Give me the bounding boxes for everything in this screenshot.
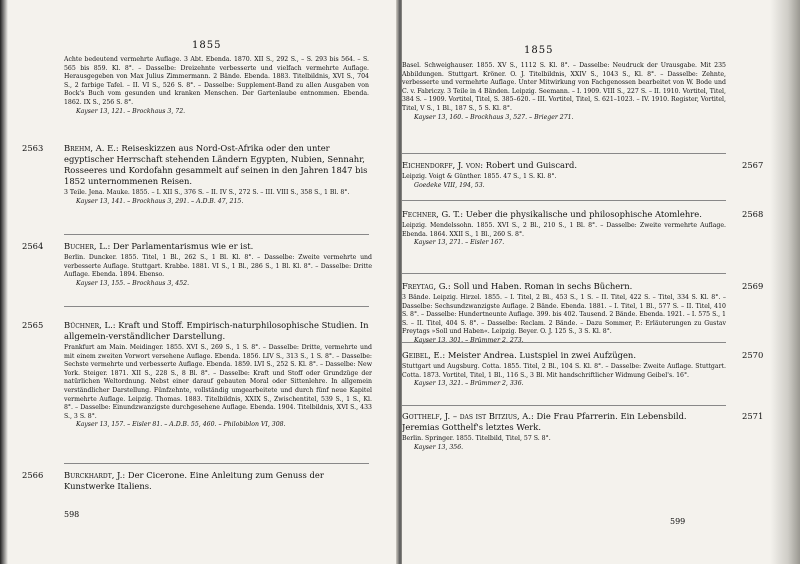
entry-2563 — [22, 143, 372, 206]
entry-number: 2569 — [742, 281, 764, 291]
entry-title: Der Cicerone. Eine Anleitung zum Genuss der Kunstwerke Italiens. — [64, 470, 324, 491]
entry-2565 — [22, 320, 372, 430]
entry-author: Geibel, E.: — [402, 350, 446, 360]
divider — [402, 200, 726, 201]
divider — [64, 234, 369, 235]
entry-author: Burckhardt, J.: — [64, 470, 126, 480]
entry-number: 2565 — [22, 320, 44, 330]
entry-number: 2563 — [22, 143, 44, 153]
entry-reference: Kayser 13, 141. – Brockhaus 3, 291. – A.D.B. 47, 215. — [76, 197, 244, 205]
entry-reference: Kayser 13, 271. – Eisler 167. — [414, 239, 505, 247]
entry-description: 3 Teile. Jena. Mauke. 1855. – I. XII S., 376 S. – II. IV S., 272 S. – III. VIII S., 358 S., 1 Bl. 8°. — [64, 189, 350, 196]
right-continuation-ref: Kayser 13, 160. – Brockhaus 3, 527. – Brieger 271. — [414, 113, 574, 121]
entry-reference: Kayser 13, 155. – Brockhaus 3, 452. — [76, 279, 190, 287]
entry-title: Reiseskizzen aus Nord-Ost-Afrika oder den unter egyptischer Herrschaft stehenden Ländern Egypten, Nubien, Sennahr, Rosseeres und Kordofahn gesammelt auf seinen in den Jahren 1847 bis 1852 unternommenen Reisen. — [64, 143, 368, 186]
divider — [402, 405, 726, 406]
divider — [64, 463, 369, 464]
entry-author: Eichendorff, J. von: — [402, 160, 484, 170]
entry-title: Meister Andrea. Lustspiel in zwei Aufzügen. — [447, 350, 636, 360]
entry-2567 — [402, 160, 772, 190]
right-continuation-text: Basel. Schweighauser. 1855. XV S., 1112 S. Kl. 8°. – Dasselbe: Neudruck der Urausgabe. Mit 235 Abbildungen. Stuttgart. Kröner. O. J. Titelbildnis, XXIV S., 1043 S., Kl. 8°. – Dasselbe: Zehnte, verbesserte und vermehrte Auflage. Unter Mitwirkung von Fachgenossen bearbeitet von W. Bode und C. v. Fabriczy. 3 Teile in 4 Bänden. Leipzig. Seemann. – I. 1909. VIII S., 227 S. – II. 1910. Vortitel, Titel, 384 S. – 1909. Vortitel, Titel, S. 385–620. – III. Vortitel, Titel, S. 621–1023. – IV. 1910. Register, Vortitel, Titel, V S., 1 Bl., 187 S., 5 S. Kl. 8°. — [402, 62, 726, 112]
entry-heading — [64, 241, 372, 252]
entry-description: Stuttgart und Augsburg. Cotta. 1855. Titel, 2 Bl., 104 S. Kl. 8°. – Dasselbe: Zweite Auflage. Stuttgart. Cotta. 1873. Vortitel, Titel, 1 Bl., 116 S., 3 Bl. Mit handschriftlicher Widmung Geibel's. 16°. — [402, 363, 726, 379]
entry-number: 2567 — [742, 160, 764, 170]
right-page — [402, 0, 800, 564]
entry-heading — [402, 160, 726, 171]
entry-title: Die Frau Pfarrerin. Ein Lebensbild. Jeremias Gotthelf's letztes Werk. — [402, 411, 687, 432]
entry-author: Freytag, G.: — [402, 281, 451, 291]
entry-number: 2564 — [22, 241, 44, 251]
entry-heading — [64, 470, 372, 492]
page-edge-left — [0, 0, 8, 564]
divider — [402, 153, 726, 154]
entry-2564 — [22, 241, 372, 288]
right-year-header: 1855 — [524, 45, 554, 56]
entry-author: Fechner, G. T.: — [402, 209, 464, 219]
left-page-number: 598 — [64, 510, 80, 519]
entry-2571 — [402, 411, 772, 452]
entry-author: Büchner, L.: — [64, 320, 116, 330]
entry-number: 2568 — [742, 209, 764, 219]
entry-reference: Kayser 13, 321. – Brümmer 2, 336. — [414, 380, 524, 388]
entry-title: Ueber die physikalische und philosophische Atomlehre. — [465, 209, 702, 219]
entry-2568 — [402, 209, 772, 248]
entry-heading — [64, 320, 372, 342]
entry-number: 2566 — [22, 470, 44, 480]
entry-description: Berlin. Duncker. 1855. Titel, 1 Bl., 262 S., 1 Bl. Kl. 8°. – Dasselbe: Zweite vermehrte und verbesserte Auflage. Stuttgart. Krabbe. 1881. VI S., 1 Bl., 286 S., 1 Bl. Kl. 8°. – Dasselbe: Dritte Auflage. Ebenda. 1894. Ebenso. — [64, 254, 372, 279]
left-continuation-ref: Kayser 13, 121. – Brockhaus 3, 72. — [76, 107, 186, 115]
entry-description: Leipzig. Voigt & Günther. 1855. 47 S., 1 S. Kl. 8°. — [402, 173, 557, 180]
entry-reference: Goedeke VIII, 194, 53. — [414, 181, 485, 189]
entry-number: 2570 — [742, 350, 764, 360]
entry-2566 — [22, 470, 372, 492]
left-continuation — [64, 56, 369, 116]
entry-description: 3 Bände. Leipzig. Hirzel. 1855. – I. Titel, 2 Bl., 453 S., 1 S. – II. Titel, 422 S. – Titel, 334 S. Kl. 8°. – Dasselbe: Sechsundzwanzigste Auflage. 2 Bände. Ebenda. 1881. – I. Titel, 1 Bl., 577 S. – II. Titel, 410 S. 8°. – Dasselbe: Hundertneunte Auflage. 399. bis 402. Tausend. 2 Bände. Ebenda. 1921. – I. 575 S., 1 S. – II. Titel, 404 S. 8°. – Dasselbe: Reclam. 2 Bände. – Dazu Sommer, P.: Erläuterungen zu Gustav Freytags »Soll und Haben«. Leipzig. Beyer. O. J. 125 S., 3 S. Kl. 8°. — [402, 294, 726, 336]
entry-2570 — [402, 350, 772, 389]
entry-reference: Kayser 13, 356. — [414, 443, 464, 451]
entry-title: Soll und Haben. Roman in sechs Büchern. — [453, 281, 633, 291]
left-year-header: 1855 — [192, 40, 222, 51]
entry-heading — [402, 350, 726, 361]
entry-number: 2571 — [742, 411, 764, 421]
left-continuation-text: Achte bedeutend vermehrte Auflage. 3 Abt. Ebenda. 1870. XII S., 292 S., – S. 293 bis 564. – S. 565 bis 859. Kl. 8°. – Dasselbe: Dreizehnte verbesserte und vielfach vermehrte Auflage. Herausgegeben von Max Julius Zimmermann. 2 Bände. Ebenda. 1883. Titelbildnis, XVI S., 704 S., 2 farbige Tafel. – II. VI S., 526 S. 8°. – Dasselbe: Supplement-Band zu allen Ausgaben von Bock's Buch vom gesunden und kranken Menschen. Der Gartenlaube entnommen. Ebenda. 1862. IX S., 256 S. 8°. — [64, 56, 369, 106]
entry-title: Kraft und Stoff. Empirisch-naturphilosophische Studien. In allgemein-verständlicher Darstellung. — [64, 320, 369, 341]
entry-2569 — [402, 281, 772, 346]
entry-author: Bucher, L.: — [64, 241, 111, 251]
entry-author: Gotthelf, J. – das ist Bitzius, A.: — [402, 411, 534, 421]
right-continuation — [402, 62, 726, 122]
entry-heading — [402, 209, 726, 220]
entry-description: Frankfurt am Main. Meidinger. 1855. XVI S., 269 S., 1 S. 8°. – Dasselbe: Dritte, vermehrte und mit einem zweiten Vorwort versehene Auflage. Ebenda. 1856. LIV S., 313 S., 1 S. 8°. – Dasselbe: Sechste vermehrte und verbesserte Auflage. Ebenda. 1859. LVI S., 252 S. Kl. 8°. – Dasselbe: New York. Steiger. 1871. XII S., 228 S., 8 Bl. 8°. – Dasselbe: Kraft und Stoff oder Grundzüge der natürlichen Weltordnung. Nebst einer darauf gebauten Moral oder Sittenlehre. In allgemein verständlicher Darstellung. Fünfzehnte, vollständig umgearbeitete und durch fünf neue Kapitel vermehrte Auflage. Leipzig. Thomas. 1883. Titelbildnis, XXIX S., Zwischentitel, 539 S., 1 S., Kl. 8°. – Dasselbe: Einundzwanzigste durchgesehene Auflage. Ebenda. 1904. Titelbildnis, XVI S., 433 S., 3 S. 8°. — [64, 344, 372, 420]
entry-heading — [64, 143, 372, 187]
divider — [402, 273, 726, 274]
entry-reference: Kayser 13, 301. – Brümmer 2, 273. — [414, 336, 524, 344]
entry-description: Berlin. Springer. 1855. Titelbild, Titel, 57 S. 8°. — [402, 435, 551, 442]
page-edge-right — [770, 0, 800, 564]
entry-title: Der Parlamentarismus wie er ist. — [112, 241, 254, 251]
entry-title: Robert und Guiscard. — [485, 160, 578, 170]
entry-description: Leipzig. Mendelssohn. 1855. XVI S., 2 Bl., 210 S., 1 Bl. 8°. – Dasselbe: Zweite vermehrte Auflage. Ebenda. 1864. XXII S., 1 Bl., 260 S. 8°. — [402, 222, 726, 238]
divider — [402, 342, 726, 343]
divider — [64, 306, 369, 307]
entry-reference: Kayser 13, 157. – Eisler 81. – A.D.B. 55, 460. – Philobiblon VI, 308. — [76, 421, 286, 429]
entry-author: Brehm, A. E.: — [64, 143, 119, 153]
entry-heading — [402, 281, 726, 292]
entry-heading — [402, 411, 726, 433]
left-page — [0, 0, 398, 564]
right-page-number: 599 — [670, 517, 686, 526]
